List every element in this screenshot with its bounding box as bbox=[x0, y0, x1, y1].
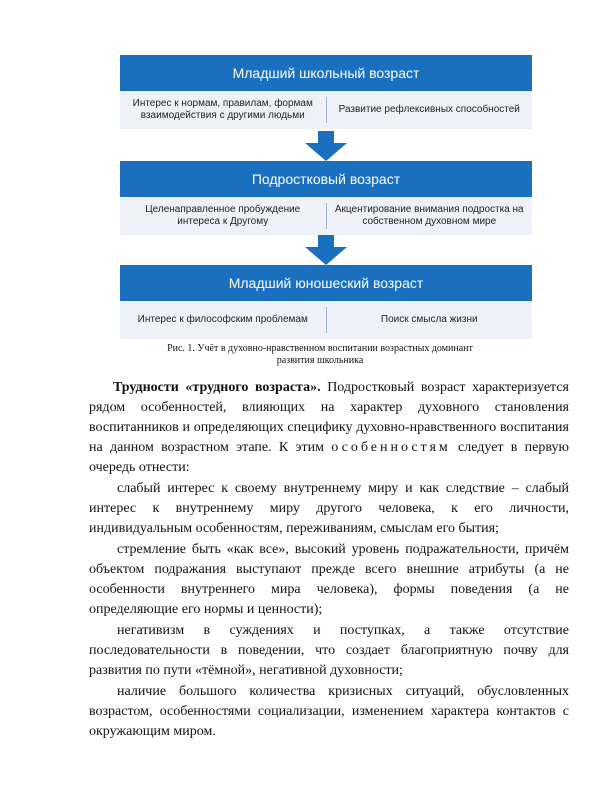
stage-left-cell: Интерес к философским проблемам bbox=[137, 314, 308, 325]
stage-title-youth: Младший юношеский возраст bbox=[120, 265, 532, 301]
down-arrow-icon bbox=[305, 235, 347, 265]
stage-title-primary-school: Младший школьный возраст bbox=[120, 55, 532, 91]
bullet-item bbox=[89, 478, 569, 539]
stage-right-cell: Поиск смысла жизни bbox=[380, 314, 478, 325]
bullet-item bbox=[89, 539, 569, 620]
caption-line: Рис. 1. Учёт в духовно-нравственном воспитании возрастных доминант bbox=[167, 343, 473, 354]
intro-text-end: следует в первую очередь отнести: bbox=[89, 440, 569, 475]
intro-paragraph bbox=[89, 378, 569, 478]
spaced-word: особенностям bbox=[331, 440, 451, 455]
paragraph-lead: Трудности «трудного возраста». bbox=[113, 380, 321, 395]
stage-row-adolescence bbox=[120, 197, 532, 235]
intro-text: Подростковый возраст характеризуется рядом особенностей, влияющих на характер духовного становления воспитанников и определяющих специфику духовно-нравственного воспитания на данном возрастном этапе. К этим bbox=[89, 380, 569, 455]
stage-left-cell: Интерес к нормам, правилам, формам взаимодействия с другими людьми bbox=[132, 98, 313, 121]
stage-row-youth bbox=[120, 301, 532, 339]
caption-line: развития школьника bbox=[276, 355, 364, 366]
bullet-text: негативизм в суждениях и поступках, а также отсутствие последовательности в поведении, что создает благоприятную почву для развития по пути «тёмной», негативной духовности; bbox=[89, 623, 569, 678]
bullet-text: наличие большого количества кризисных ситуаций, обусловленных возрастом, особенностями социализации, изменением характера контактов с окружающим миром. bbox=[89, 684, 569, 739]
stage-title-adolescence: Подростковый возраст bbox=[120, 161, 532, 197]
bullet-text: слабый интерес к своему внутреннему миру и как следствие – слабый интерес к внутреннему миру другого человека, к его личности, индивидуальным особенностям, переживаниям, смыслам его бытия; bbox=[89, 481, 569, 536]
bullet-item bbox=[89, 620, 569, 681]
stage-right-cell: Акцентирование внимания подростка на собственном духовном мире bbox=[334, 204, 524, 227]
stage-left-cell: Целенаправленное пробуждение интереса к Другому bbox=[145, 204, 301, 227]
body-text bbox=[89, 378, 569, 742]
bullet-item bbox=[89, 681, 569, 742]
down-arrow-icon bbox=[305, 131, 347, 161]
stage-right-cell: Развитие рефлексивных способностей bbox=[338, 104, 520, 115]
figure-caption bbox=[150, 343, 490, 367]
stage-row-primary-school bbox=[120, 91, 532, 129]
bullet-text: стремление быть «как все», высокий уровень подражательности, причём объектом подражания выступают прежде всего внешние атрибуты (а не особенности внутреннего мира человека), формы поведения (а не определяющие его нормы и ценности); bbox=[89, 542, 569, 617]
age-dominants-diagram bbox=[120, 55, 532, 355]
